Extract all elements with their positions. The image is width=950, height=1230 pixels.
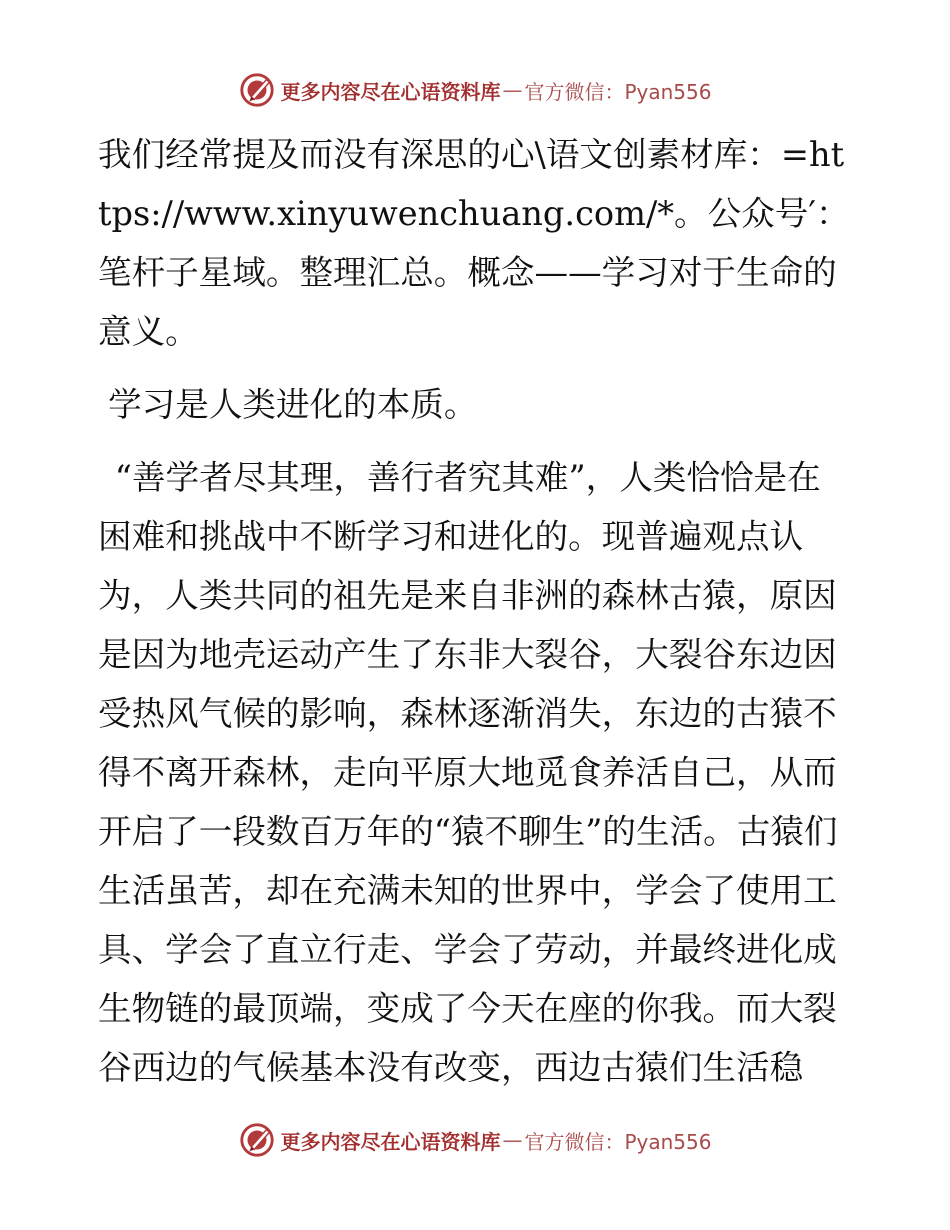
paragraph-intro: 我们经常提及而没有深思的心\语文创素材库：=https://www.xinyuwenchuang.com/*。公众号′：笔杆子星域。整理汇总。概念——学习对于生命的意义。 <box>98 135 850 351</box>
document-body <box>98 125 850 1097</box>
watermark-main-text: 更多内容尽在心语资料库 <box>280 1129 501 1154</box>
header-watermark <box>0 70 950 110</box>
paragraph-heading: 学习是人类进化的本质。 <box>108 385 478 424</box>
paragraph-main: “善学者尽其理，善行者究其难”，人类恰恰是在困难和挑战中不断学习和进化的。现普遍观点认为，人类共同的祖先是来自非洲的森林古猿，原因是因为地壳运动产生了东非大裂谷，大裂谷东边因受热风气候的影响，森林逐渐消失，东边的古猿不得不离开森林，走向平原大地觅食养活自己，从而开启了一段数百万年的“猿不聊生”的生活。古猿们生活虽苦，却在充满未知的世界中，学会了使用工具、学会了直立行走、学会了劳动，并最终进化成生物链的最顶端，变成了今天在座的你我。而大裂谷西边的气候基本没有改变，西边古猿们生活稳 <box>98 458 838 1087</box>
watermark-separator: — <box>502 1128 523 1152</box>
watermark-main-text: 更多内容尽在心语资料库 <box>280 79 501 104</box>
watermark-text <box>280 76 711 105</box>
watermark-wechat-text: 官方微信：Pyan556 <box>524 79 712 104</box>
footer-watermark <box>0 1120 950 1160</box>
pen-seal-icon <box>238 1121 276 1159</box>
watermark-text <box>280 1126 711 1155</box>
watermark-separator: — <box>502 78 523 102</box>
watermark-wechat-text: 官方微信：Pyan556 <box>524 1129 712 1154</box>
pen-seal-icon <box>238 71 276 109</box>
